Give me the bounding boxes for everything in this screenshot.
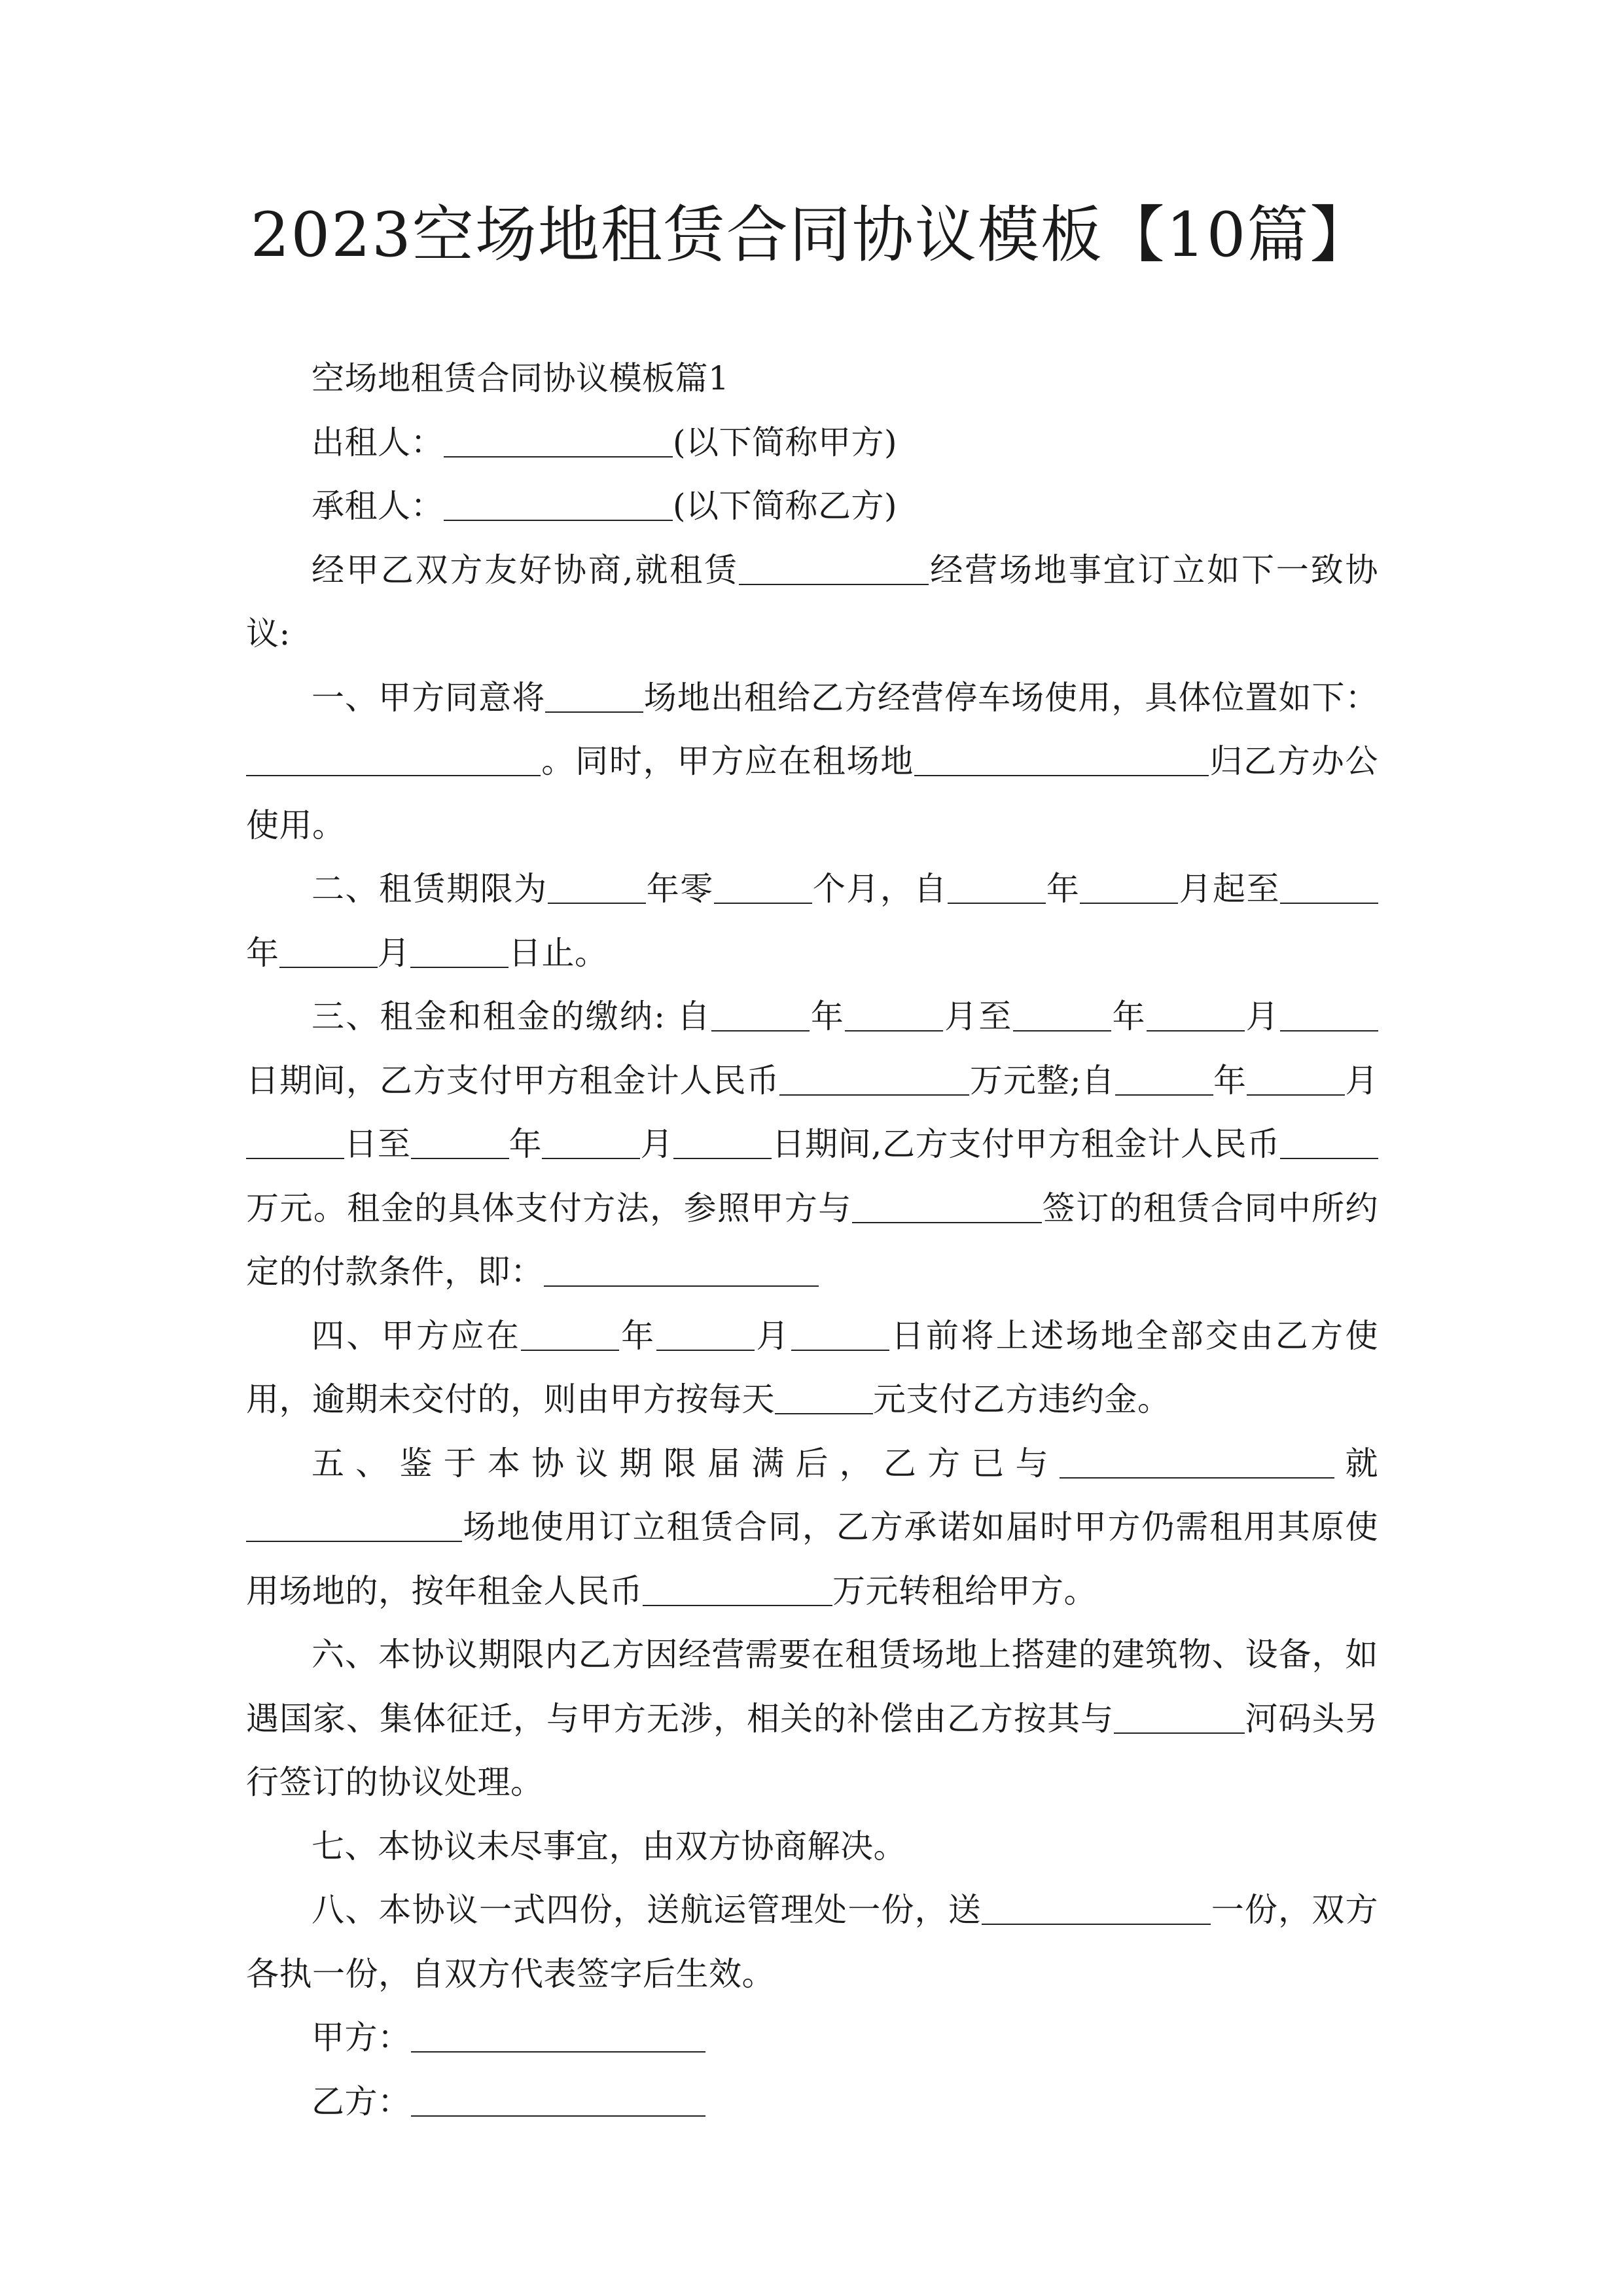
lessee-line: 承租人： (以下简称乙方) (312, 487, 898, 525)
clause-3: 三、租金和租金的缴纳: 自 年 月至 年 月日期间，乙方支付甲方租金计人民币 万元整;自 年 月日至 年 月 日期间,乙方支付甲方租金计人民币万元。租金的具体支付方法，参照甲方与 签订的租赁合同中所约定的付款条件，即： (246, 997, 1379, 1291)
payment-terms-blank (544, 1255, 819, 1287)
document-body (246, 347, 1378, 2134)
lease-subject-blank (739, 552, 929, 585)
blank (1280, 872, 1378, 905)
rent-amount-blank (779, 1063, 969, 1096)
blank (845, 999, 943, 1032)
blank (279, 935, 378, 968)
clause-4: 四、甲方应在 年 月 日前将上述场地全部交由乙方使用，逾期未交付的，则由甲方按每天 元支付乙方违约金。 (246, 1316, 1378, 1418)
blank (1247, 1063, 1345, 1096)
recipient-blank (982, 1893, 1211, 1926)
signature-blank-b (411, 2084, 705, 2117)
blank (545, 680, 643, 713)
signature-blank-a (411, 2020, 705, 2053)
blank (711, 999, 810, 1032)
site-blank (246, 1510, 462, 1543)
clause-2: 二、租赁期限为 年零 个月，自 年 月起至年 月 日止。 (246, 857, 1378, 985)
party-blank (852, 1191, 1042, 1223)
blank (1280, 999, 1378, 1032)
rent-amount-blank (643, 1573, 832, 1606)
clause-1: 一、甲方同意将 场地出租给乙方经营停车场使用，具体位置如下：。同时，甲方应在租场地 归乙方办公使用。 (246, 678, 1379, 844)
clause-8: 八、本协议一式四份，送航运管理处一份，送 一份，双方各执一份，自双方代表签字后生效。 (246, 1891, 1378, 1993)
blank (548, 872, 646, 905)
party-blank (1114, 1701, 1245, 1734)
blank (673, 1127, 772, 1160)
clause-5: 五、鉴于本协议期限届满后，乙方已与 就场地使用订立租赁合同，乙方承诺如届时甲方仍需租用其原使用场地的，按年租金人民币 万元转租给甲方。 (246, 1444, 1379, 1610)
clause-7: 七、本协议未尽事宜，由双方协商解决。 (312, 1827, 906, 1865)
office-blank (914, 744, 1209, 777)
blank (791, 1318, 889, 1351)
document-title: 2023空场地租赁合同协议模板【10篇】 (250, 200, 1373, 271)
blank (1013, 999, 1111, 1032)
intro-paragraph: 经甲乙双方友好协商,就租赁 经营场地事宜订立如下一致协议: (246, 550, 1378, 653)
blank (1115, 1063, 1213, 1096)
blank (656, 1318, 755, 1351)
blank (948, 872, 1046, 905)
lessee-blank (444, 489, 673, 522)
lessor-line: 出租人： (以下简称甲方) (312, 423, 898, 461)
location-blank (246, 744, 541, 777)
party-blank (1060, 1446, 1334, 1479)
clause-6: 六、本协议期限内乙方因经营需要在租赁场地上搭建的建筑物、设备，如遇国家、集体征迁，与甲方无涉，相关的补偿由乙方按其与 河码头另行签订的协议处理。 (246, 1636, 1378, 1801)
section-heading: 空场地租赁合同协议模板篇1 (312, 359, 730, 397)
signature-party-b: 乙方： (246, 2070, 1378, 2134)
blank (542, 1127, 640, 1160)
blank (246, 1127, 344, 1160)
blank (410, 935, 508, 968)
blank (714, 872, 812, 905)
blank (1280, 1127, 1378, 1160)
blank (411, 1127, 509, 1160)
penalty-blank (775, 1382, 873, 1415)
blank (1147, 999, 1245, 1032)
blank (1080, 872, 1178, 905)
signature-party-a: 甲方： (246, 2006, 1378, 2070)
lessor-blank (444, 425, 673, 457)
blank (521, 1318, 619, 1351)
